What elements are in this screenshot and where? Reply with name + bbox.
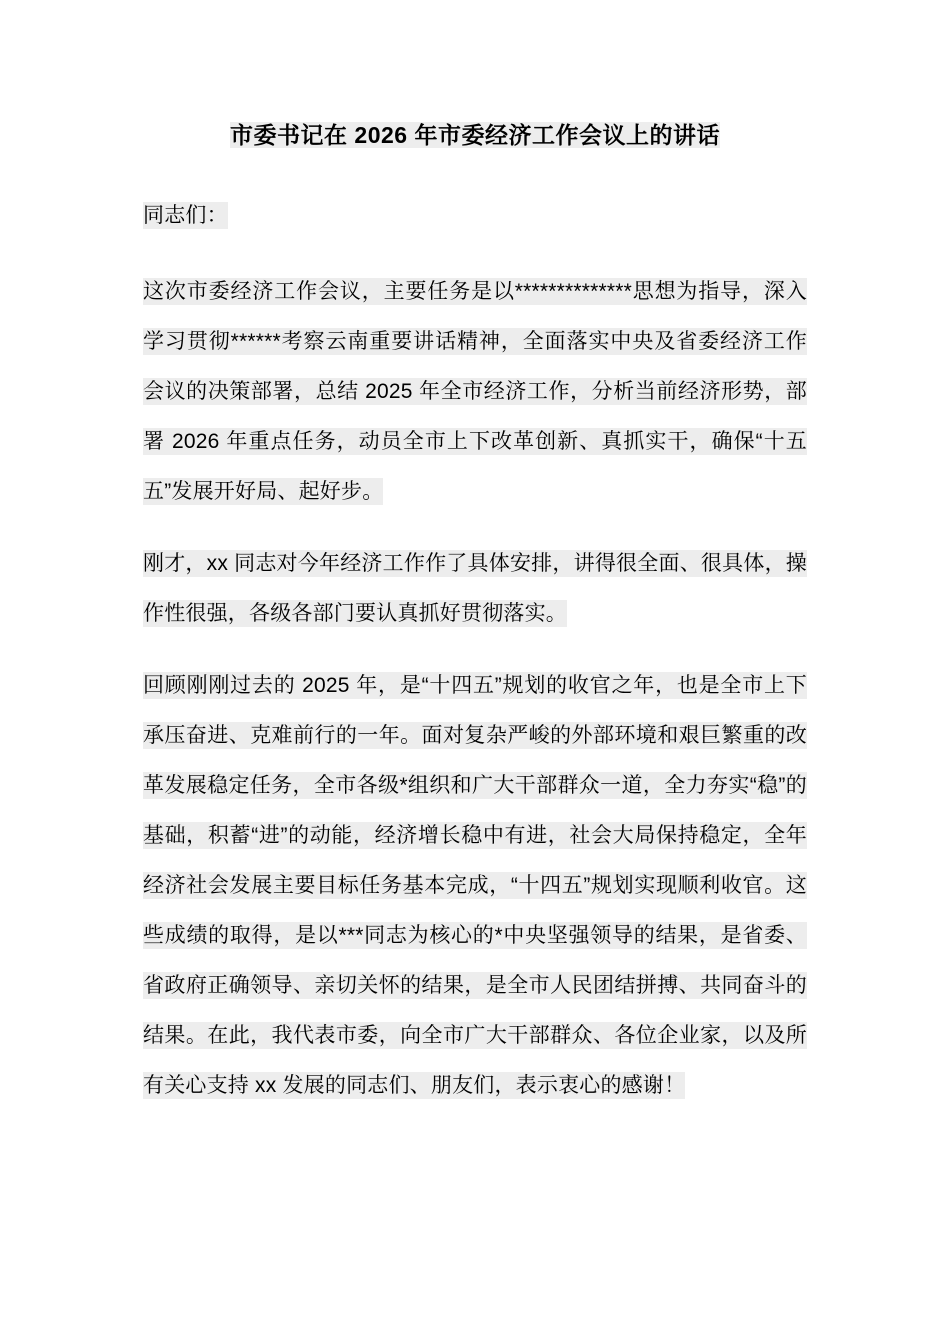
paragraph-2-text: 刚才，xx 同志对今年经济工作作了具体安排，讲得很全面、很具体，操作性很强，各级各部门要认真抓好贯彻落实。 [143,551,807,625]
page-title-text: 市委书记在 2026 年市委经济工作会议上的讲话 [230,122,720,148]
paragraph-3 [143,661,807,1111]
paragraph-2 [143,539,807,639]
paragraph-3-text: 回顾刚刚过去的 2025 年，是“十四五”规划的收官之年，也是全市上下承压奋进、克难前行的一年。面对复杂严峻的外部环境和艰巨繁重的改革发展稳定任务，全市各级*组织和广大干部群众一道，全力夯实“稳”的基础，积蓄“进”的动能，经济增长稳中有进，社会大局保持稳定，全年经济社会发展主要目标任务基本完成，“十四五”规划实现顺利收官。这些成绩的取得，是以***同志为核心的*中央坚强领导的结果，是省委、省政府正确领导、亲切关怀的结果，是全市人民团结拼搏、共同奋斗的结果。在此，我代表市委，向全市广大干部群众、各位企业家，以及所有关心支持 xx 发展的同志们、朋友们，表示衷心的感谢！ [143,673,807,1097]
paragraph-1 [143,267,807,517]
paragraph-salutation [143,191,807,241]
paragraph-salutation-text: 同志们： [143,203,228,227]
page-title [143,0,807,153]
paragraph-1-text: 这次市委经济工作会议，主要任务是以**************思想为指导，深入学习贯彻******考察云南重要讲话精神，全面落实中央及省委经济工作会议的决策部署，总结 2025 年全市经济工作，分析当前经济形势，部署 2026 年重点任务，动员全市上下改革创新、真抓实干，确保“十五五”发展开好局、起好步。 [143,279,807,503]
